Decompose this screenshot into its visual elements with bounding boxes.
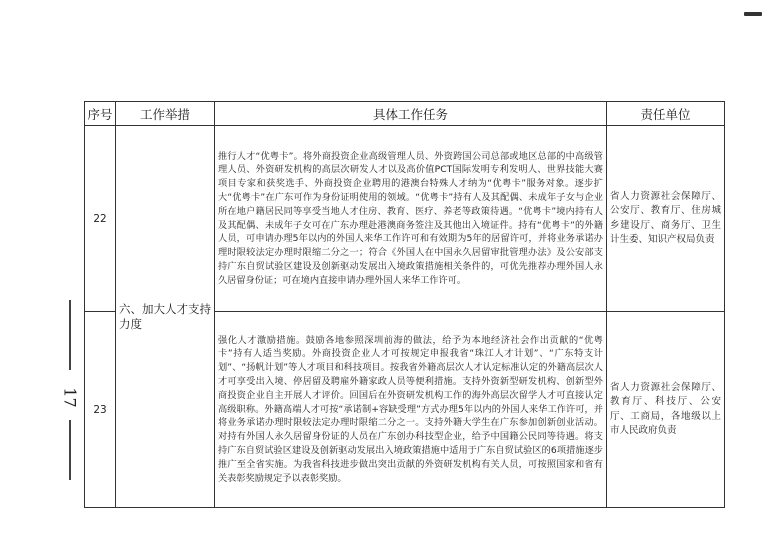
header-unit: 责任单位 — [607, 102, 725, 126]
task-table — [84, 101, 725, 508]
page-number-text: 17 — [60, 387, 80, 408]
task-text: 强化人才激励措施。鼓励各地参照深圳前海的做法，给予为本地经济社会作出贡献的“优粤卡”持有人适当奖励。外商投资企业人才可按规定申报我省“珠江人才计划”、“广东特支计划”、“扬帆计划”等人才项目和科技项目。按我省外籍高层次人才认定标准认定的外籍高层次人才可享受出入境、停居留及聘雇外籍家政人员等便利措施。支持外资新型研发机构、创新型外商投资企业自主开展人才评价。回国后在外资研发机构工作的海外高层次留学人才可直接认定高级职称。外籍高端人才可按“承诺制+容缺受理”方式办理5年以内的外国人来华工作许可，并将业务承诺办理时限较法定办理时限缩二分之一。支持外籍大学生在广东参加创新创业活动。对持有外国人永久居留身份证的人员在广东创办科技型企业，给予中国籍公民同等待遇。将支持广东自贸试验区建设及创新驱动发展出入境政策措施中适用于广东自贸试验区的6项措施逐步推广至全省实施。为我省科技进步做出突出贡献的外资研发机构有关人员，可按照国家和省有关表彰奖励规定予以表彰奖励。 — [215, 312, 607, 508]
row-index: 22 — [85, 126, 116, 312]
row-index: 23 — [85, 312, 116, 508]
measure-group: 六、加大人才支持力度 — [116, 126, 215, 508]
header-task: 具体工作任务 — [215, 102, 607, 126]
responsible-unit: 省人力资源社会保障厅、教育厅、科技厅、公安厅、工商局，各地级以上市人民政府负责 — [607, 312, 725, 508]
table-header-row — [85, 102, 725, 126]
table-row — [85, 126, 725, 312]
scan-mark — [744, 12, 762, 16]
task-text: 推行人才“优粤卡”。将外商投资企业高级管理人员、外资跨国公司总部或地区总部的中高级管理人员、外资研发机构的高层次研发人才以及高价值PCT国际发明专利发明人、世界技能大赛项目专家和获奖选手、外商投资企业聘用的港澳台特殊人才纳为“优粤卡”服务对象。逐步扩大“优粤卡”在广东可作为身份证明使用的领域。“优粤卡”持有人及其配偶、未成年子女与企业所在地户籍居民同等享受当地人才住房、教育、医疗、养老等政策待遇。“优粤卡”境内持有人及其配偶、未成年子女可在广东办理赴港澳商务签注及其他出入境证件。持有“优粤卡”的外籍人员，可申请办理5年以内的外国人来华工作许可和有效期为5年的居留许可，并将业务承诺办理时限较法定办理时限缩二分之一；符合《外国人在中国永久居留审批管理办法》及公安部支持广东自贸试验区建设及创新驱动发展出入境政策措施相关条件的，可优先推荐办理外国人永久居留身份证；可在境内直接申请办理外国人来华工作许可。 — [215, 126, 607, 312]
page-number-rule-top — [69, 300, 71, 370]
header-index: 序号 — [85, 102, 116, 126]
page-number — [58, 300, 82, 480]
page-number-rule-bottom — [69, 420, 71, 480]
responsible-unit: 省人力资源社会保障厅、公安厅、教育厅、住房城乡建设厅、商务厅、卫生计生委、知识产权局负责 — [607, 126, 725, 312]
header-measure: 工作举措 — [116, 102, 215, 126]
